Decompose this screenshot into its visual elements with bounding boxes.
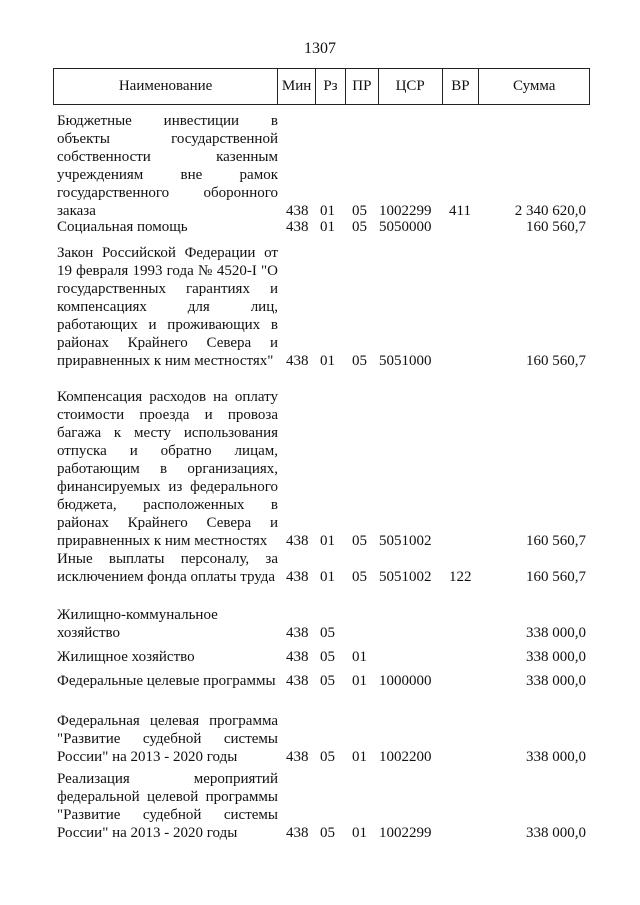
row-csr: 1002299 [379,825,432,841]
row-csr: 5051000 [379,353,432,369]
table-row [53,648,590,666]
header-pr: ПР [346,69,379,104]
row-rz: 05 [320,649,335,665]
row-min: 438 [286,825,309,841]
row-pr: 05 [352,533,367,549]
row-min: 438 [286,649,309,665]
row-sum: 160 560,7 [526,219,586,235]
row-sum: 160 560,7 [526,533,586,549]
header-name: Наименование [54,69,278,104]
header-rz: Рз [316,69,346,104]
row-vr: 411 [449,203,471,219]
table-row [53,112,590,220]
row-rz: 05 [320,673,335,689]
row-min: 438 [286,749,309,765]
row-vr: 122 [449,569,472,585]
row-sum: 338 000,0 [526,825,586,841]
row-pr: 05 [352,569,367,585]
row-rz: 01 [320,203,335,219]
row-sum: 2 340 620,0 [514,203,586,219]
row-pr: 01 [352,749,367,765]
header-sum: Сумма [512,78,556,94]
page-number: 1307 [304,40,336,57]
row-pr: 01 [352,825,367,841]
row-min: 438 [286,625,309,641]
row-sum: 338 000,0 [526,673,586,689]
row-sum: 160 560,7 [526,569,586,585]
row-csr: 5051002 [379,569,432,585]
row-csr: 1002200 [379,749,432,765]
table-row [53,672,590,690]
table-row [53,388,590,550]
table-row [53,218,590,236]
row-rz: 01 [320,533,335,549]
table-row [53,712,590,766]
header-min: Мин [278,69,316,104]
row-pr: 05 [352,203,367,219]
row-name: Социальная помощь [57,219,188,235]
row-csr: 1000000 [379,673,432,689]
row-name: Закон Российской Федерации от 19 февраля 1993 года № 4520-I "О государственных гарантиях и компенсациях для лиц, работающих и проживающих в районах Крайнего Севера и приравненных к ним местностях" [57,245,278,369]
row-rz: 05 [320,825,335,841]
row-min: 438 [286,219,309,235]
row-pr: 05 [352,219,367,235]
row-name: Иные выплаты персоналу, за исключением фонда оплаты труда [57,551,278,585]
row-rz: 01 [320,219,335,235]
row-sum: 338 000,0 [526,749,586,765]
row-rz: 05 [320,625,335,641]
header-vr: ВР [443,69,480,104]
row-rz: 01 [320,569,335,585]
row-name: Бюджетные инвестиции в объекты государственной собственности казенным учреждениям вне рамок государственного оборонного заказа [57,113,278,219]
table-row [53,770,590,842]
row-pr: 01 [352,649,367,665]
header-csr: ЦСР [379,69,443,104]
row-name: Реализация мероприятий федеральной целевой программы "Развитие судебной системы России" на 2013 - 2020 годы [57,771,278,841]
row-csr: 1002299 [379,203,432,219]
row-min: 438 [286,569,309,585]
row-rz: 05 [320,749,335,765]
row-csr: 5050000 [379,219,432,235]
table-header [53,68,590,105]
row-sum: 338 000,0 [526,649,586,665]
row-min: 438 [286,533,309,549]
row-min: 438 [286,353,309,369]
row-min: 438 [286,673,309,689]
table-row [53,606,590,642]
row-name: Компенсация расходов на оплату стоимости проезда и провоза багажа к месту использования отпуска и обратно лицам, работающим в организациях, финансируемых из федерального бюджета, расположенных в районах Крайнего Севера и приравненных к ним местностях [57,389,278,549]
row-name: Жилищное хозяйство [57,649,195,665]
row-name: Жилищно-коммунальное хозяйство [57,607,218,641]
row-name: Федеральные целевые программы [57,673,276,689]
table-row [53,244,590,370]
row-rz: 01 [320,353,335,369]
table-row [53,550,590,586]
row-pr: 01 [352,673,367,689]
row-sum: 160 560,7 [526,353,586,369]
row-min: 438 [286,203,309,219]
row-pr: 05 [352,353,367,369]
row-csr: 5051002 [379,533,432,549]
row-name: Федеральная целевая программа "Развитие судебной системы России" на 2013 - 2020 годы [57,713,278,765]
row-sum: 338 000,0 [526,625,586,641]
